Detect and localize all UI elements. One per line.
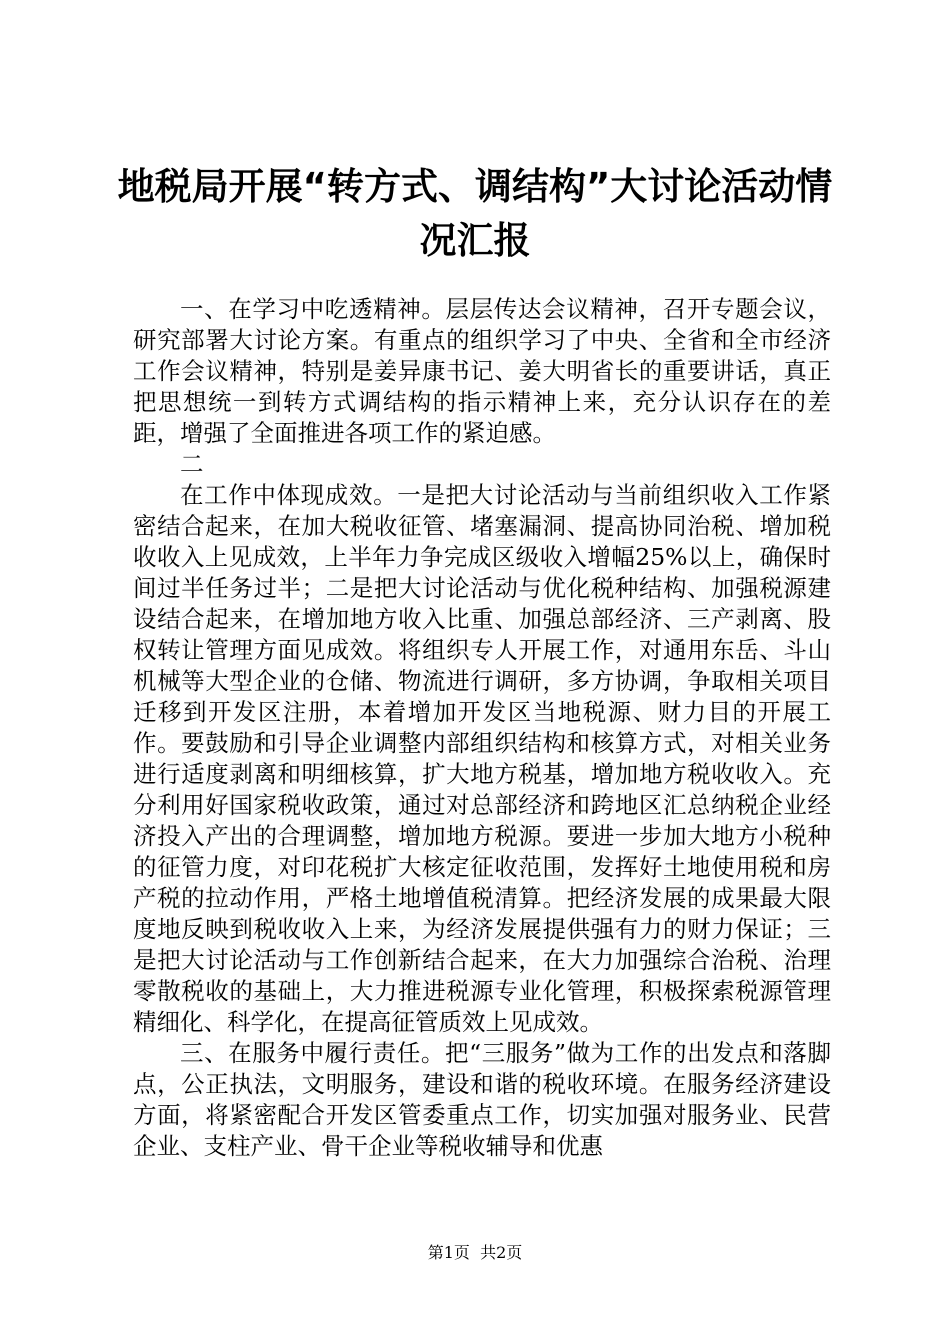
- title-line-2: 况汇报: [419, 219, 531, 262]
- paragraph-3: 在工作中体现成效。一是把大讨论活动与当前组织收入工作紧密结合起来，在加大税收征管、堵塞漏洞、提高协同治税、增加税收收入上见成效，上半年力争完成区级收入增幅25%以上，确保时间过半任务过半；二是把大讨论活动与优化税种结构、加强税源建设结合起来，在增加地方收入比重、加强总部经济、三产剥离、股权转让管理方面见成效。将组织专人开展工作，对通用东岳、斗山机械等大型企业的仓储、物流进行调研，多方协调，争取相关项目迁移到开发区注册，本着增加开发区当地税源、财力目的开展工作。要鼓励和引导企业调整内部组织结构和核算方式，对相关业务进行适度剥离和明细核算，扩大地方税基，增加地方税收收入。充分利用好国家税收政策，通过对总部经济和跨地区汇总纳税企业经济投入产出的合理调整，增加地方税源。要进一步加大地方小税种的征管力度，对印花税扩大核定征收范围，发挥好土地使用税和房产税的拉动作用，严格土地增值税清算。把经济发展的成果最大限度地反映到税收收入上来，为经济发展提供强有力的财力保证；三是把大讨论活动与工作创新结合起来，在大力加强综合治税、治理零散税收的基础上，大力推进税源专业化管理，积极探索税源管理精细化、科学化，在提高征管质效上见成效。: [133, 481, 831, 1036]
- paragraph-4: 三、在服务中履行责任。把“三服务”做为工作的出发点和落脚点，公正执法，文明服务，建设和谐的税收环境。在服务经济建设方面，将紧密配合开发区管委重点工作，切实加强对服务业、民营企业、支柱产业、骨干企业等税收辅导和优惠: [133, 1039, 831, 1160]
- page-number: 第1页: [427, 1243, 470, 1262]
- title-line-1: 地税局开展“转方式、调结构”大讨论活动情: [117, 165, 833, 208]
- paragraph-1: 一、在学习中吃透精神。层层传达会议精神，召开专题会议，研究部署大讨论方案。有重点的组织学习了中央、全省和全市经济工作会议精神，特别是姜异康书记、姜大明省长的重要讲话，真正把思想统一到转方式调结构的指示精神上来，充分认识存在的差距，增强了全面推进各项工作的紧迫感。: [133, 295, 831, 447]
- page-footer: [0, 1243, 950, 1263]
- paragraph-2: 二: [180, 450, 204, 478]
- page-total: 共2页: [480, 1243, 523, 1262]
- document-title: [110, 160, 840, 268]
- document-body: [133, 294, 831, 1162]
